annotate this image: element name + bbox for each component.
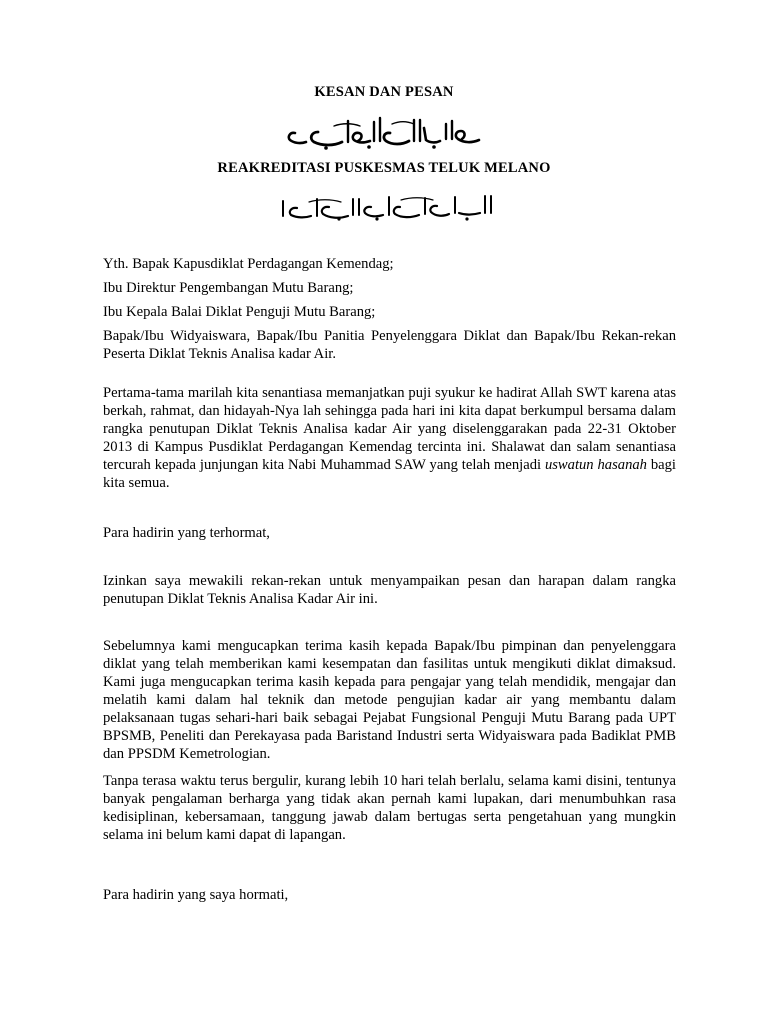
salam-calligraphy-image (0, 191, 768, 221)
document-subtitle: REAKREDITASI PUSKESMAS TELUK MELANO (217, 160, 551, 176)
salutation-line: Bapak/Ibu Widyaiswara, Bapak/Ibu Panitia Penyelenggara Diklat dan Bapak/Ibu Rekan-rekan Peserta Diklat Teknis Analisa kadar Air. (103, 328, 676, 362)
paragraph-text: bagi kita semua. (103, 457, 676, 491)
greeting-line: Para hadirin yang saya hormati, (103, 887, 289, 903)
basmalah-calligraphy-image (0, 112, 768, 150)
paragraph: Tanpa terasa waktu terus bergulir, kurang lebih 10 hari telah berlalu, selama kami disini, tentunya banyak pengalaman berharga yang tidak akan pernah kami lupakan, dari menumbuhkan rasa kedisiplinan, kebersamaan, tanggung jawab dalam bertugas serta pengetahuan yang mungkin selama ini belum kami dapat di lapangan. (103, 773, 676, 843)
salutation-line: Ibu Direktur Pengembangan Mutu Barang; (103, 280, 354, 296)
paragraph: Sebelumnya kami mengucapkan terima kasih kepada Bapak/Ibu pimpinan dan penyelenggara diklat yang telah memberikan kami kesempatan dan fasilitas untuk mengikuti diklat dimaksud. Kami juga mengucapkan terima kasih kepada para pengajar yang telah mendidik, mengajar dan melatih kami dalam hal teknik dan metode pengujian kadar air yang membantu dalam pelaksanaan tugas sehari-hari baik sebagai Pejabat Fungsional Penguji Mutu Barang pada UPT BPSMB, Peneliti dan Perekayasa pada Baristand Industri serta Widyaiswara pada Badiklat PMB dan PPSDM Kemetrologian. (103, 638, 676, 762)
salutation-line: Yth. Bapak Kapusdiklat Perdagangan Kemendag; (103, 256, 394, 272)
italic-phrase: uswatun hasanah (544, 457, 647, 473)
paragraph-text: Pertama-tama marilah kita senantiasa memanjatkan puji syukur ke hadirat Allah SWT karena atas berkah, rahmat, dan hidayah-Nya lah sehingga pada hari ini kita dapat berkumpul bersama dalam rangka penutupan Diklat Teknis Analisa kadar Air yang diselenggarakan pada 22-31 Oktober 2013 di Kampus Pusdiklat Perdagangan Kemendag tercinta ini. Shalawat dan salam senantiasa tercurah kepada junjungan kita Nabi Muhammad SAW yang telah menjadi (103, 385, 676, 473)
salutation-line: Ibu Kepala Balai Diklat Penguji Mutu Barang; (103, 304, 376, 320)
opening-paragraph (103, 384, 676, 492)
paragraph: Izinkan saya mewakili rekan-rekan untuk menyampaikan pesan dan harapan dalam rangka penutupan Diklat Teknis Analisa Kadar Air ini. (103, 573, 676, 607)
document-title: KESAN DAN PESAN (314, 84, 454, 100)
greeting-line: Para hadirin yang terhormat, (103, 525, 270, 541)
